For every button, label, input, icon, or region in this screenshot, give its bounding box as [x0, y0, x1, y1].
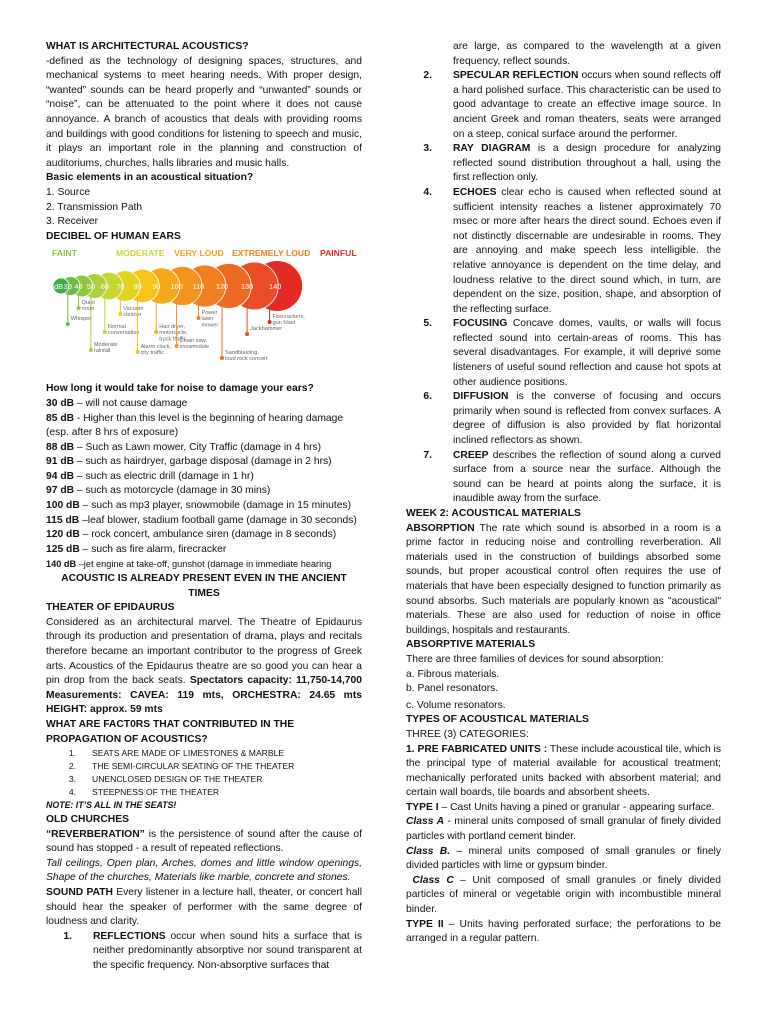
decibel-label: 30 — [63, 282, 72, 292]
example-label: snowmobile — [179, 344, 210, 351]
category-label: VERY LOUD — [174, 248, 224, 259]
basic-element-1: 1. Source — [46, 186, 91, 198]
church-features: Tall ceilings, Open plan, Arches, domes and little window openings, Shape of the churches, Materials like marble, concrete and stones. — [46, 857, 362, 884]
example-label: Moderate — [93, 342, 118, 349]
example-label: conversation — [107, 330, 140, 337]
heading-basic-elements: Basic elements in an acoustical situation? — [46, 172, 254, 184]
example-label: lawn — [201, 316, 213, 323]
example-label: Hair dryer, — [159, 324, 186, 331]
example-label: Normal — [107, 324, 126, 331]
decibel-label: 50 — [86, 282, 95, 292]
heading-week-2: WEEK 2: ACOUSTICAL MATERIALS — [406, 508, 581, 519]
decibel-label: dB — [54, 282, 64, 292]
example-label: Vacuum — [123, 306, 144, 313]
example-label: loud rock concert — [225, 356, 268, 363]
example-label: Quiet — [81, 300, 95, 307]
decibel-label: 120 — [215, 282, 229, 292]
pin-dot — [118, 312, 122, 316]
reflections-continued: are large, as compared to the wavelength at a given frequency, reflect sounds. — [453, 41, 721, 67]
heading-damage-time: How long it would take for noise to damage your ears? — [46, 383, 314, 395]
seats-note: NOTE: IT’S ALL IN THE SEATS! — [46, 800, 177, 811]
category-label: PAINFUL — [320, 248, 357, 259]
damage-item: 85 dB - Higher than this level is the beginning of hearing damage (esp. after 8 hrs of exposure) — [46, 412, 344, 439]
pin-dot — [245, 332, 249, 336]
epidaurus-paragraph: Considered as an architectural marvel. The Theatre of Epidaurus through its production and presentation of drama, plays and recitals therefore became an important contributor to the progress of Greek arts. Acoustics of the Epidaurus theatre are so good you can hear a pin drop from the back seats. Spectators capacity: 11,750-14,700 Measurements: CAVEA: 119 mts, ORCHESTRA: 24.65 mts HEIGHT: approx. 59 mts — [46, 616, 362, 716]
epidaurus-measurements: Spectators capacity: 11,750-14,700 Measurements: CAVEA: 119 mts, ORCHESTRA: 24.65 mts HEIGHT: approx. 59 mts — [46, 675, 362, 716]
heading-architectural-acoustics: WHAT IS ARCHITECTURAL ACOUSTICS? — [46, 41, 249, 52]
decibel-label: 40 — [74, 282, 83, 292]
heading-ancient-times: ACOUSTIC IS ALREADY PRESENT EVEN IN THE ANCIENT TIMES — [61, 573, 347, 599]
decibel-infographic — [46, 246, 362, 378]
pin-dot — [136, 350, 140, 354]
damage-item: 115 dB –leaf blower, stadium football game (damage in 30 seconds) — [46, 514, 357, 526]
factors-list — [46, 747, 362, 798]
type-2: TYPE II – Units having perforated surface; the perforations to be arranged in a regular pattern. — [406, 918, 721, 945]
pin-dot — [268, 320, 272, 324]
damage-item: 91 dB – such as hairdryer, garbage disposal (damage in 2 hrs) — [46, 456, 332, 468]
prefab-paragraph: 1. PRE FABRICATED UNITS : These include acoustical tile, which is the principal type of material available for acoustical treatment; mechanically perforated units backed with absorbent material; and certain wall boards, tile boards and absorbent sheets. — [406, 743, 721, 799]
class-c: Class C – Unit composed of small granules or finely divided particles of mineral or vegetable origin with incombustible mineral binder. — [406, 874, 721, 916]
damage-item: 97 dB – such as motorcycle (damage in 30 mins) — [46, 485, 271, 497]
pin-dot — [77, 306, 81, 310]
pin-dot — [66, 322, 70, 326]
list-item: 4. ECHOES clear echo is caused when reflected sound at sufficient intensity reaches a listener approximately 70 msec or more after hears the direct sound. Echoes even if not distinctly discernable are undesirable in rooms. They are annoying and make speech less intelligible. the relative annoyance is dependent on the time delay, and loudness relative to the direct sound which, in turn, are dependent on the size, position, shape, and absorption of the reflecting surface. — [423, 186, 721, 315]
damage-list — [46, 397, 362, 572]
damage-item: 120 dB – rock concert, ambulance siren (damage in 8 seconds) — [46, 529, 337, 541]
list-item: 4. STEEPNESS OF THE THEATER — [68, 786, 220, 797]
pin-dot — [196, 316, 200, 320]
list-item: 3. UNENCLOSED DESIGN OF THE THEATER — [68, 773, 263, 784]
list-item: 1. SEATS ARE MADE OF LIMESTONES & MARBLE — [68, 748, 285, 759]
decibel-label: 90 — [152, 282, 161, 292]
decibel-label: 70 — [116, 282, 125, 292]
example-label: Jackhammer — [250, 326, 283, 333]
family-a: a. Fibrous materials. — [406, 668, 500, 680]
category-label: MODERATE — [116, 248, 165, 259]
example-label: Power — [201, 310, 218, 317]
category-label: EXTREMELY LOUD — [232, 248, 311, 259]
heading-decibel: DECIBEL OF HUMAN EARS — [46, 230, 181, 242]
list-item: 7. CREEP describes the reflection of sound along a curved surface from a source near the surface. Although the sound can be heard at points along the surface, it is inaudible away from the surface. — [423, 449, 721, 505]
sound-path-paragraph: SOUND PATH Every listener in a lecture hall, theater, or concert hall should hear the speaker of performer with the same degree of loudness and clarity. — [46, 886, 362, 928]
sound-behavior-list — [406, 69, 721, 507]
example-label: Whisper — [70, 316, 92, 323]
example-label: gun blast — [272, 320, 296, 327]
example-label: Firecrackers, — [272, 314, 305, 321]
reverberation-paragraph: “REVERBERATION” is the persistence of sound after the cause of sound has stopped - a result of repeated reflections. — [46, 828, 362, 855]
damage-item: 30 dB – will not cause damage — [46, 397, 188, 409]
example-label: Sandblasting, — [225, 350, 259, 357]
class-b: Class B. – mineral units composed of small granules or finely divided particles with lime or gypsum binder. — [406, 845, 721, 872]
right-column — [406, 40, 721, 947]
heading-absorptive-materials: ABSORPTIVE MATERIALS — [406, 639, 536, 651]
reflections-list — [46, 930, 362, 974]
intro-paragraph: -defined as the technology of designing spaces, structures, and mechanical systems to meet hearing needs. With proper design, “wanted” sounds can be heard properly and “unwanted” sounds or “noise”, can be attenuated to the point where it does not cause annoyance. A branch of acoustics that deals with providing rooms and buildings with good conditions for listening to speech and music, it plays an important role in the planning and construction of auditoriums, churches, halls libraries and music halls. — [46, 55, 362, 169]
example-label: motorcycle, — [159, 330, 188, 337]
example-label: Alarm clock, — [140, 344, 171, 351]
example-label: room — [81, 306, 95, 313]
basic-element-2: 2. Transmission Path — [46, 201, 143, 213]
decibel-label: 110 — [192, 282, 205, 292]
example-label: cleaner — [123, 312, 142, 319]
class-a: Class A - mineral units composed of small granular of finely divided particles with portland cement binder. — [406, 816, 721, 843]
decibel-label: 60 — [100, 282, 109, 292]
damage-item: 88 dB – Such as Lawn mower, City Traffic (damage in 4 hrs) — [46, 441, 322, 453]
decibel-label: 80 — [133, 282, 142, 292]
three-families: There are three families of devices for sound absorption: — [406, 653, 664, 665]
left-column — [46, 40, 362, 973]
damage-item: 140 dB –jet engine at take-off, gunshot (damage in immediate hearing — [46, 559, 332, 570]
family-b: b. Panel resonators. — [406, 683, 499, 695]
list-item: 6. DIFFUSION is the converse of focusing and occurs primarily when sound is reflected from convex surfaces. A degree of diffusion is also provided by flat horizontal inclined reflectors as shown. — [423, 391, 721, 447]
type-1: TYPE I – Cast Units having a pined or granular - appearing surface. — [406, 801, 715, 813]
heading-factors: WHAT ARE FACT0RS THAT CONTRIBUTED IN THE PROPAGATION OF ACOUSTICS? — [46, 718, 295, 745]
absorption-paragraph: ABSORPTION The rate which sound is absorbed in a room is a prime factor in reducing noise and controlling reverberation. All materials used in the construction of buildings absorbed some sounds, but proper acoustical control often requires the use of materials that have been especially designed to function primarily as sound absorbs. Such materials are popularly known as "acoustical" materials. These are also used for reduction of noise in office buildings, hospitals and restaurants. — [406, 522, 721, 636]
pin-dot — [175, 344, 179, 348]
list-item: 2. THE SEMI-CIRCULAR SEATING OF THE THEATER — [68, 760, 295, 771]
decibel-label: 100 — [170, 282, 183, 292]
heading-types: TYPES OF ACOUSTICAL MATERIALS — [406, 714, 589, 726]
example-label: mower — [201, 322, 219, 329]
list-item: 1. REFLECTIONS occur when sound hits a surface that is neither predominantly absorptive nor sound transparent at the specific frequency. Non-absorptive surfaces that — [63, 930, 362, 971]
list-item: 2. SPECULAR REFLECTION occurs when sound reflects off a hard polished surface. This characteristic can be used to good advantage to create an effective image source. In ancient Greek and roman theaters, seats were arranged on a steep, conical surface around the performer. — [423, 70, 721, 140]
example-label: city traffic — [140, 350, 165, 357]
damage-item: 125 dB – such as fire alarm, firecracker — [46, 543, 227, 555]
decibel-label: 130 — [240, 282, 254, 292]
three-categories: THREE (3) CATEGORIES: — [406, 728, 529, 740]
basic-element-3: 3. Receiver — [46, 216, 99, 228]
family-c: c. Volume resonators. — [406, 699, 506, 711]
decibel-label: 140 — [268, 282, 282, 292]
category-label: FAINT — [52, 248, 77, 259]
pin-dot — [154, 330, 158, 334]
heading-epidaurus: THEATER OF EPIDAURUS — [46, 602, 175, 614]
list-item: 5. FOCUSING Concave domes, vaults, or walls will focus reflected sound into certain-areas of rooms. This has several disadvantages. For example, it will deprive some listeners of useful sound reflection and cause hot spots at other audience positions. — [423, 318, 721, 388]
damage-item: 94 dB – such as electric drill (damage in 1 hr) — [46, 470, 254, 482]
damage-item: 100 dB – such as mp3 player, snowmobile (damage in 15 minutes) — [46, 500, 352, 512]
pin-dot — [103, 330, 107, 334]
list-item: 3. RAY DIAGRAM is a design procedure for analyzing reflected sound distribution throughout a hall, using the first reflection only. — [423, 143, 721, 184]
example-label: truck traffic — [159, 336, 187, 343]
heading-old-churches: OLD CHURCHES — [46, 813, 129, 825]
example-label: rainfall — [93, 348, 111, 355]
pin-dot — [220, 356, 224, 360]
example-label: Chain saw, — [179, 338, 207, 345]
pin-dot — [89, 348, 93, 352]
